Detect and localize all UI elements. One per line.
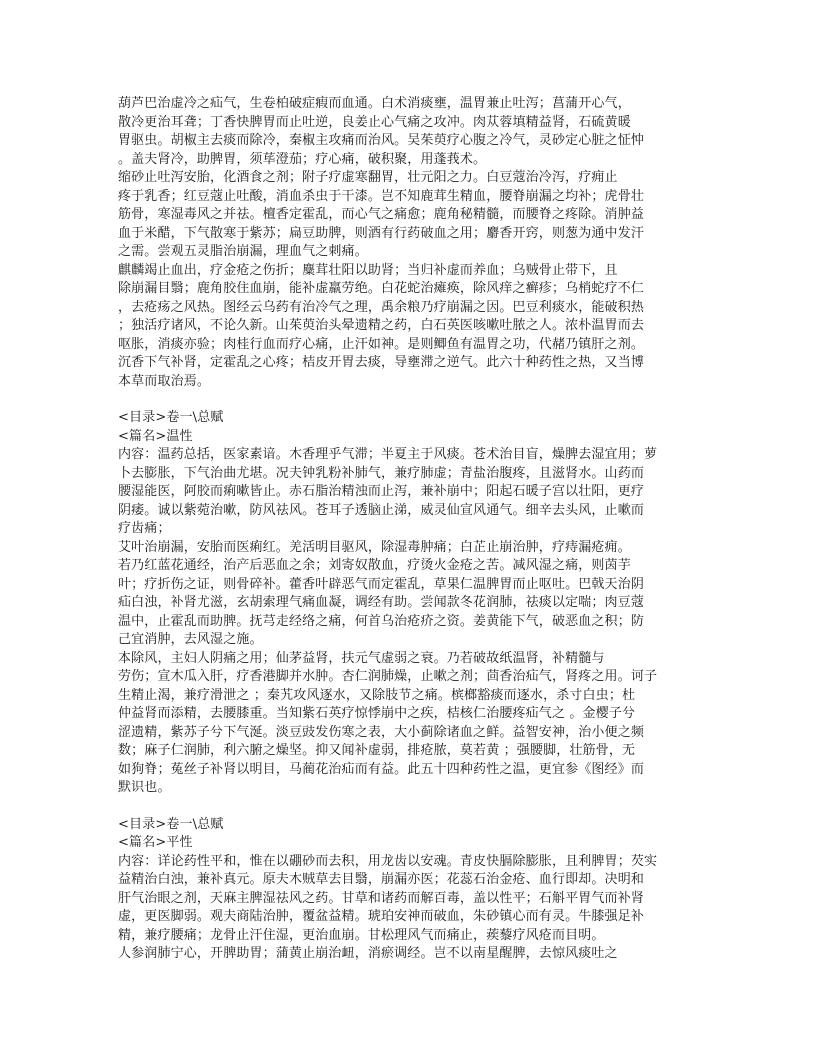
text-line: 数；麻子仁润肺，利六腑之燥坚。抑又闻补虚弱，排疮脓，莫若黄 ；强腰脚，壮筋骨，无 [118, 743, 636, 758]
document-page [118, 95, 703, 964]
text-line: 艾叶治崩漏，安胎而医痢红。羌活明目驱风，除湿毒肿痛；白芷止崩治肿，疗痔漏疮痈。 [118, 539, 631, 555]
text-line: ，去疮疡之风热。图经云乌药有治冷气之理，禹余粮乃疗崩漏之因。巴豆利痰水，能破积热 [118, 299, 645, 315]
text-line: 疗齿痛； [118, 521, 171, 536]
paragraph-gap [118, 798, 703, 816]
text-line: 内容：详论药性平和，惟在以硼砂而去积，用龙齿以安魂。青皮快膈除膨胀，且利脾胃；芡实 [118, 853, 658, 869]
text-line: 疼于乳香；红豆蔻止吐酸，消血杀虫于干漆。岂不知鹿茸生精血，腰脊崩漏之均补；虎骨壮 [118, 188, 645, 204]
text-line: 如狗脊；菟丝子补肾以明目，马蔺花治疝而有益。此五十四种药性之温，更宜参《图经》而 [118, 761, 645, 777]
text-line: 叶；疗折伤之证，则骨碎补。藿香叶辟恶气而定霍乱，草果仁温脾胃而止呕吐。巴戟天治阴 [118, 576, 645, 592]
text-line: 。盖夫肾冷，助脾胃，须荜澄茄；疗心痛，破积聚，用蓬莪术。 [118, 151, 487, 167]
text-line: <篇名>温性 [118, 428, 193, 444]
text-line: 生精止渴，兼疗滑泄之 ；秦艽攻风逐水，又除肢节之痛。槟榔豁痰而逐水，杀寸白虫；杜 [118, 687, 636, 703]
text-line: 胃驱虫。胡椒主去痰而除冷，秦椒主攻痛而治风。吴茱萸疗心腹之冷气，灵砂定心脏之怔忡 [118, 133, 645, 148]
text-line: 肝气治眼之剂，天麻主脾湿祛风之药。甘草和诸药而解百毒，盖以性平；石斛平胃气而补肾 [118, 890, 645, 906]
text-line: 默识也。 [118, 780, 171, 795]
text-line: 虚，更医脚弱。观夫商陆治肿，覆盆益精。琥珀安神而破血，朱砂镇心而有灵。牛膝强足补 [118, 909, 645, 924]
text-line: 麒麟竭止血出，疗金疮之伤折；麋茸壮阳以助肾；当归补虚而养血；乌贼骨止带下，且 [118, 262, 618, 278]
text-line: 益精治白浊，兼补真元。原夫木贼草去目翳，崩漏亦医；花蕊石治金疮、血行即却。决明和 [118, 872, 645, 887]
text-line: 人参润肺宁心，开脾助胃；蒲黄止崩治衄，消瘀调经。岂不以南星醒脾，去惊风痰吐之 [118, 946, 618, 961]
text-line: 若乃红蓝花通经，治产后恶血之余；刘寄奴散血，疗烫火金疮之苦。减风湿之痛，则茵芋 [118, 558, 631, 573]
text-line: 温中，止霍乱而助脾。抚芎走经络之痛，何首乌治疮疥之资。姜黄能下气，破恶血之积；防 [118, 613, 645, 629]
text-line: 血于米醋，下气散寒于紫苏；扁豆助脾，则酒有行药破血之用；麝香开窍，则葱为通中发汗 [118, 225, 645, 241]
text-line: 腰湿能医，阿胶而痢嗽皆止。赤石脂治精浊而止泻，兼补崩中；阳起石暖子宫以壮阳，更疗 [118, 484, 645, 499]
text-line: 内容：温药总括，医家素谙。木香理乎气滞；半夏主于风痰。苍术治目盲，燥脾去湿宜用；萝 [118, 447, 658, 462]
text-line: 之需。尝观五灵脂治崩漏，理血气之刺痛。 [118, 244, 368, 259]
text-line: 疝白浊，补肾尤滋，玄胡索理气痛血凝，调经有助。尝闻款冬花润肺，祛痰以定喘；肉豆蔻 [118, 595, 645, 610]
text-line: ；独活疗诸风，不论久新。山茱萸治头晕遗精之药，白石英医咳嗽吐脓之人。浓朴温胃而去 [118, 318, 645, 333]
text-line: 除崩漏目翳；鹿角胶住血崩，能补虚羸劳绝。白花蛇治瘫痪，除风痒之癣疹；乌梢蛇疗不仁 [118, 281, 645, 296]
text-line: 涩遗精，紫苏子兮下气涎。淡豆豉发伤寒之表，大小蓟除诸血之鲜。益智安神，治小便之频 [118, 724, 645, 740]
text-line: 散冷更治耳聋；丁香快脾胃而止吐逆，良姜止心气痛之攻冲。肉苁蓉填精益肾，石硫黄暖 [118, 114, 631, 130]
text-line: 阴痿。诚以紫菀治嗽，防风祛风。苍耳子透脑止涕，威灵仙宣风通气。细辛去头风，止嗽而 [118, 502, 645, 518]
text-line: 劳伤；宣木瓜入肝，疗香港脚并水肿。杏仁润肺燥，止嗽之剂；茴香治疝气，肾疼之用。诃子 [118, 669, 658, 684]
text-line: 本除风，主妇人阴痛之用；仙茅益肾，扶元气虚弱之衰。乃若破故纸温肾，补精髓与 [118, 650, 605, 666]
text-line: 筋骨，寒湿毒风之并祛。檀香定霍乱，而心气之痛愈；鹿角秘精髓，而腰脊之疼除。消肿益 [118, 207, 645, 222]
text-line: 己宜消肿，去风湿之施。 [118, 632, 263, 647]
text-line: 卜去膨胀，下气治曲尤堪。况夫钟乳粉补肺气，兼疗肺虚；青盐治腹疼，且滋肾水。山药而 [118, 465, 645, 481]
paragraph-gap [118, 391, 703, 409]
text-line: 呕胀，消痰亦验；肉桂行血而疗心痛，止汗如神。是则鲫鱼有温胃之功，代赭乃镇肝之剂。 [118, 336, 645, 352]
text-line: <目录>卷一\总赋 [118, 410, 224, 425]
text-line: 本草而取治焉。 [118, 373, 211, 389]
text-line: 仲益肾而添精，去腰膝重。当知紫石英疗惊悸崩中之疾，桔核仁治腰疼疝气之 。金樱子兮 [118, 706, 636, 721]
text-line: 葫芦巴治虚冷之疝气，生卷柏破症瘕而血通。白术消痰壅，温胃兼止吐泻；菖蒲开心气， [118, 96, 631, 111]
text-line: <目录>卷一\总赋 [118, 816, 224, 832]
text-line: <篇名>平性 [118, 835, 193, 850]
text-line: 精，兼疗腰痛；龙骨止汗住湿，更治血崩。甘松理风气而痛止，蒺藜疗风疮而目明。 [118, 927, 605, 943]
text-line: 沉香下气补肾，定霍乱之心疼；桔皮开胃去痰，导壅滞之逆气。此六十种药性之热，又当博 [118, 355, 645, 370]
text-line: 缩砂止吐泻安胎，化酒食之剂；附子疗虚寒翻胃，壮元阳之力。白豆蔻治冷泻，疗痈止 [118, 170, 618, 185]
